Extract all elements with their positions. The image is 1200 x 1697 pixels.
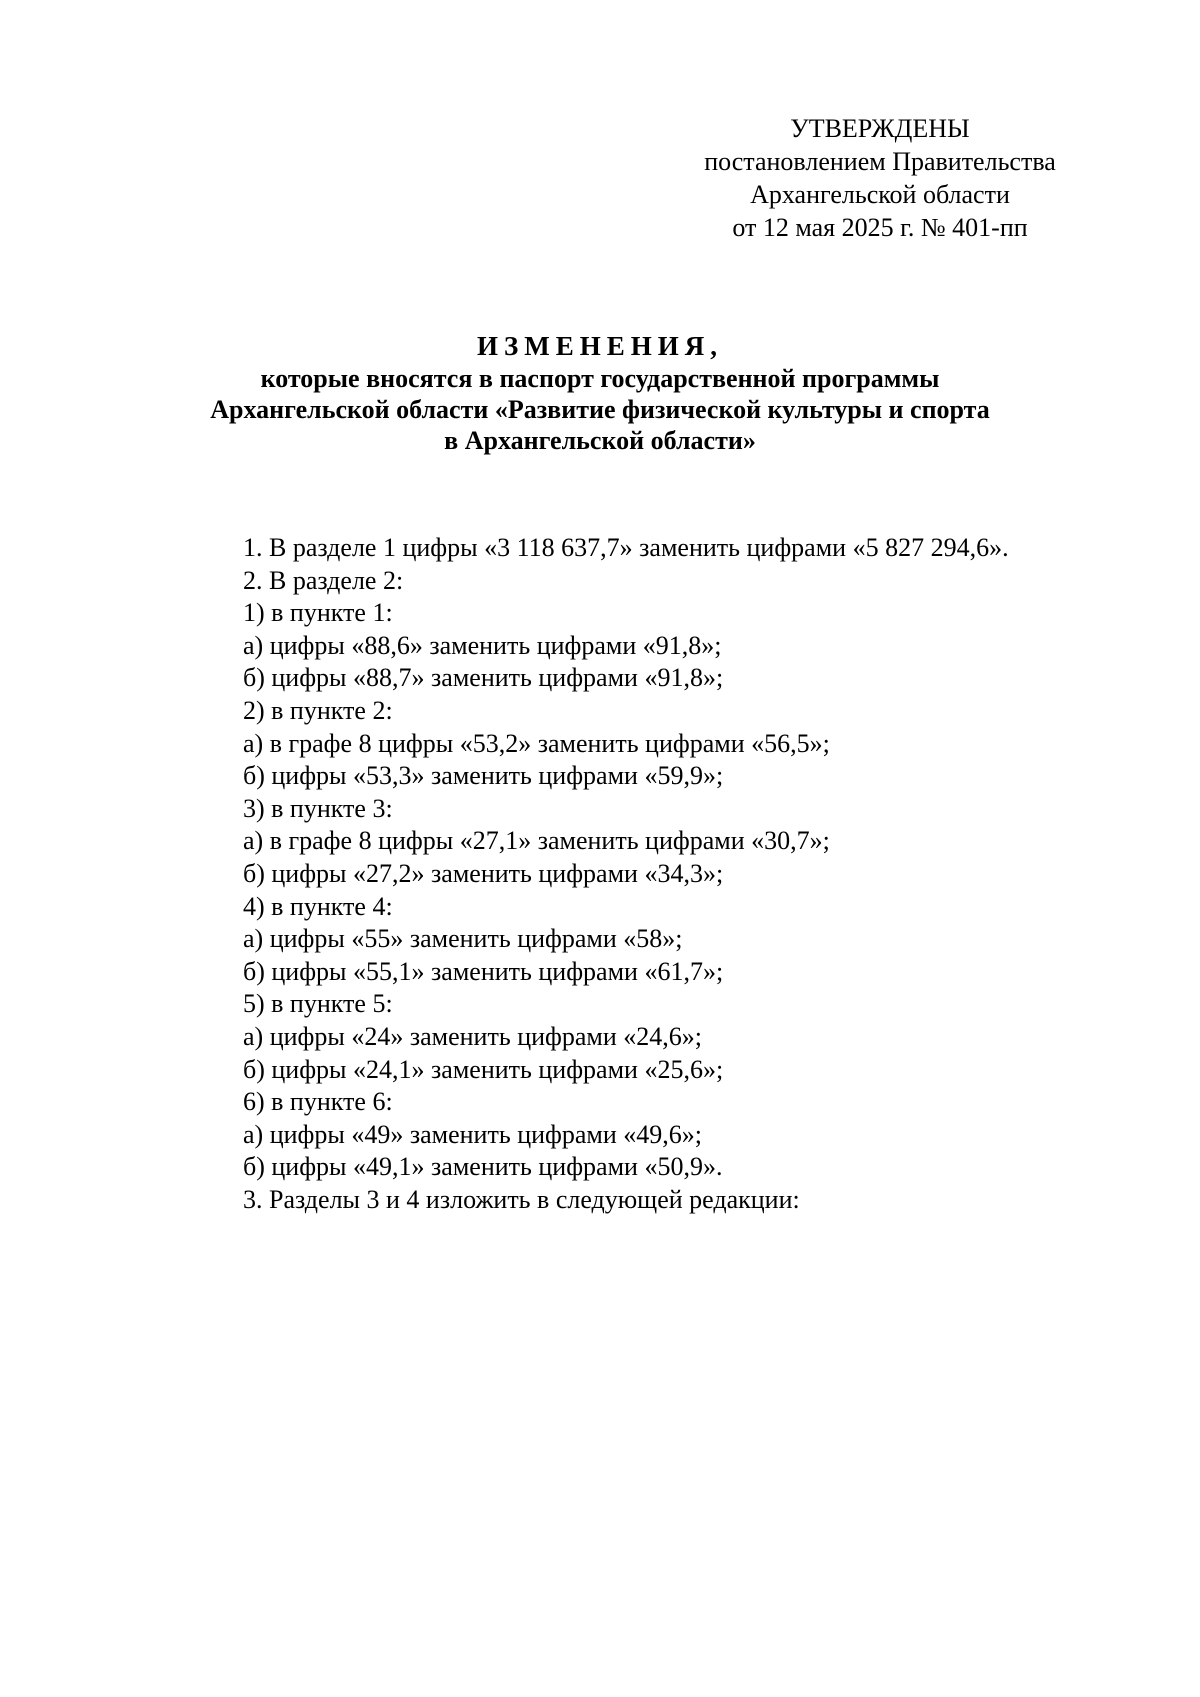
body-line: б) цифры «27,2» заменить цифрами «34,3»; — [243, 858, 724, 888]
body-line: б) цифры «88,7» заменить цифрами «91,8»; — [243, 663, 724, 693]
body-line: а) цифры «88,6» заменить цифрами «91,8»; — [243, 630, 722, 660]
body-line: а) в графе 8 цифры «53,2» заменить цифрами «56,5»; — [243, 728, 830, 758]
document-heading — [160, 330, 1040, 456]
heading-line-3: в Архангельской области» — [444, 426, 756, 455]
approval-date-number: от 12 мая 2025 г. № 401-пп — [732, 213, 1028, 242]
body-line: 4) в пункте 4: — [243, 891, 393, 921]
approval-title: УТВЕРЖДЕНЫ — [790, 114, 970, 143]
body-line: б) цифры «55,1» заменить цифрами «61,7»; — [243, 956, 724, 986]
body-line: а) в графе 8 цифры «27,1» заменить цифрами «30,7»; — [243, 826, 830, 856]
body-line: б) цифры «53,3» заменить цифрами «59,9»; — [243, 761, 724, 791]
body-line: б) цифры «24,1» заменить цифрами «25,6»; — [243, 1054, 724, 1084]
heading-line-1: которые вносятся в паспорт государственной программы — [260, 364, 940, 393]
approval-stamp-block — [660, 112, 1100, 244]
document-body — [243, 532, 1143, 1216]
body-line: б) цифры «49,1» заменить цифрами «50,9». — [243, 1152, 723, 1182]
body-line: 1. В разделе 1 цифры «3 118 637,7» заменить цифрами «5 827 294,6». — [243, 533, 1009, 562]
body-line: а) цифры «24» заменить цифрами «24,6»; — [243, 1021, 702, 1051]
body-line: а) цифры «49» заменить цифрами «49,6»; — [243, 1119, 702, 1149]
body-line: а) цифры «55» заменить цифрами «58»; — [243, 924, 683, 954]
body-line: 1) в пункте 1: — [243, 598, 393, 628]
body-line: 6) в пункте 6: — [243, 1087, 393, 1117]
body-line: 3) в пункте 3: — [243, 793, 393, 823]
approval-authority: постановлением Правительства — [704, 147, 1056, 176]
document-title: ИЗМЕНЕНИЯ, — [476, 331, 723, 361]
body-line: 5) в пункте 5: — [243, 989, 393, 1019]
approval-region: Архангельской области — [750, 180, 1010, 209]
body-line: 2) в пункте 2: — [243, 695, 393, 725]
body-line: 3. Разделы 3 и 4 изложить в следующей редакции: — [243, 1184, 800, 1214]
heading-line-2: Архангельской области «Развитие физической культуры и спорта — [210, 395, 990, 424]
body-line: 2. В разделе 2: — [243, 565, 404, 595]
